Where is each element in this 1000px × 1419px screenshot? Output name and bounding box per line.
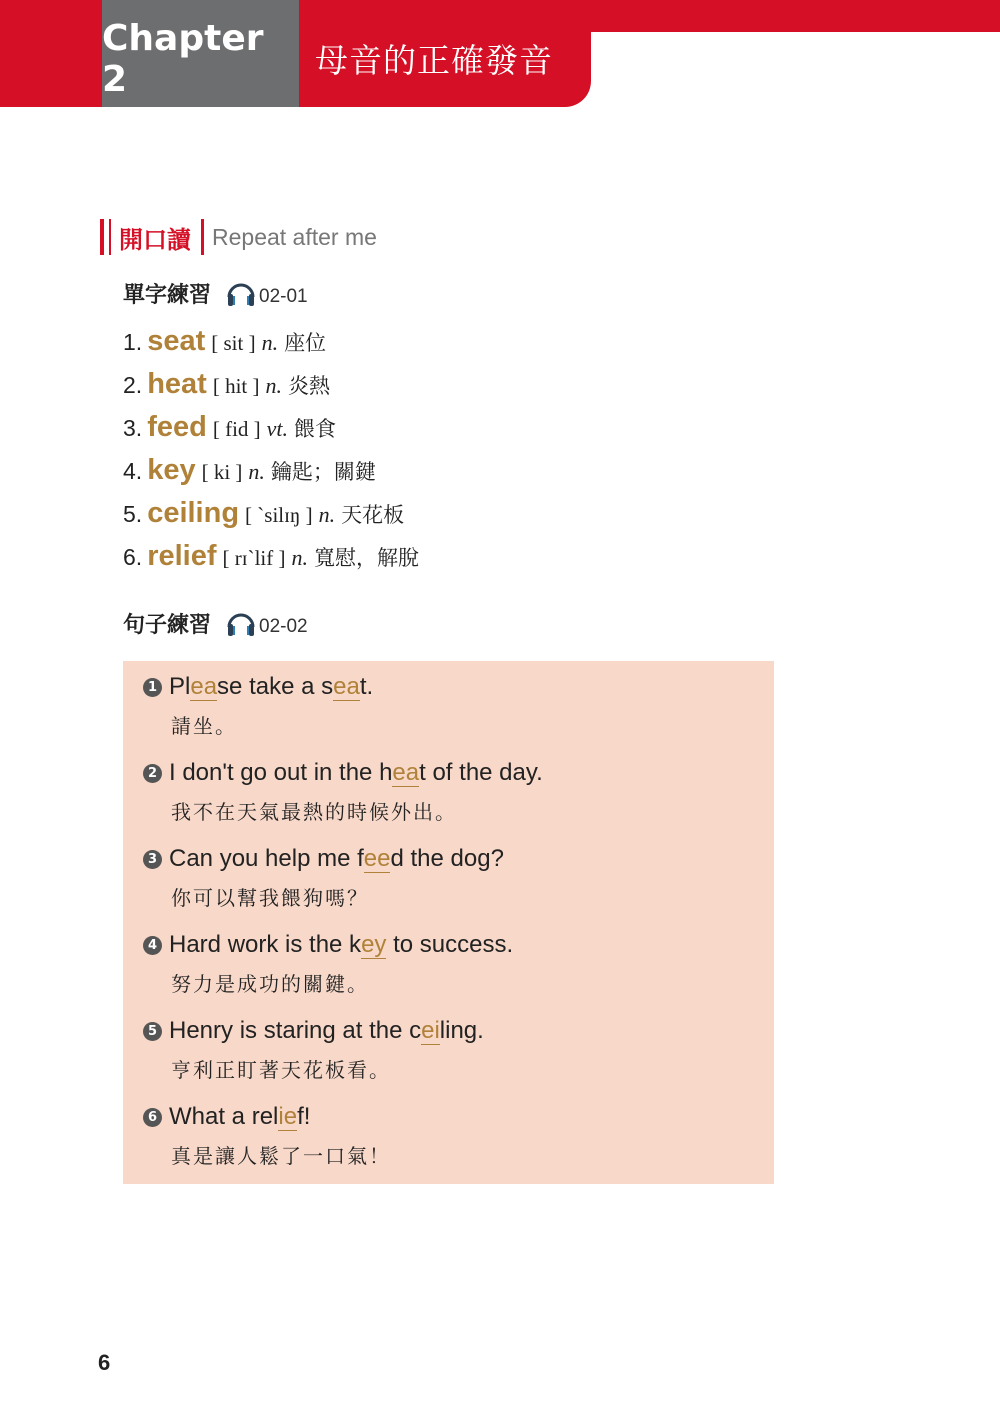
vowel-highlight: ie <box>278 1103 298 1130</box>
vocab-word: heat <box>147 368 207 400</box>
vocab-meaning: 天花板 <box>341 503 405 527</box>
headphones-icon[interactable] <box>225 277 257 309</box>
vowel-highlight: ey <box>361 931 387 958</box>
vocab-pos: n. <box>261 330 279 355</box>
sentence-fragment: Can you help me f <box>169 845 364 872</box>
sentence-text <box>169 759 543 787</box>
vocab-word: key <box>147 454 196 486</box>
sentence-english <box>143 1103 391 1131</box>
vocab-number: 3. <box>123 415 143 441</box>
vocab-item <box>123 454 419 497</box>
sentence-item <box>143 1017 484 1083</box>
sentence-number: 6 <box>143 1108 162 1127</box>
sentence-text <box>169 1103 310 1131</box>
sentence-translation: 亨利正盯著天花板看。 <box>171 1058 391 1082</box>
vocab-ipa: [ ˋsilɪŋ ] <box>245 503 313 527</box>
vowel-highlight: ei <box>421 1017 440 1044</box>
sentence-heading <box>123 607 308 639</box>
vocab-title: 單字練習 <box>123 283 212 308</box>
sentence-english <box>143 931 513 959</box>
section-heading <box>100 218 377 256</box>
vocab-meaning: 餵食 <box>294 417 337 441</box>
vocab-meaning: 寬慰，解脫 <box>314 546 419 570</box>
vocab-word: feed <box>147 411 207 443</box>
sentence-translation: 真是讓人鬆了一口氣！ <box>171 1144 391 1168</box>
sentence-english <box>143 759 543 787</box>
vocab-item <box>123 325 419 368</box>
vowel-highlight: ea <box>190 673 218 700</box>
sentence-fragment: se take a s <box>217 673 334 700</box>
sentence-number: 2 <box>143 764 162 783</box>
section-title-zh: 開口讀 <box>119 225 191 254</box>
vocab-pos: n. <box>318 502 336 527</box>
heading-bar <box>100 219 104 255</box>
vocab-item <box>123 497 419 540</box>
vowel-highlight: ee <box>363 845 391 872</box>
sentence-fragment: ling. <box>439 1017 484 1044</box>
sentence-item <box>143 931 513 997</box>
sentence-title: 句子練習 <box>123 613 212 638</box>
sentence-number: 5 <box>143 1022 162 1041</box>
vocab-word: seat <box>147 325 206 357</box>
sentence-translation: 我不在天氣最熱的時候外出。 <box>171 800 457 824</box>
vocab-meaning: 座位 <box>284 331 327 355</box>
vocab-list <box>123 325 419 583</box>
sentence-fragment: Henry is staring at the c <box>169 1017 422 1044</box>
vowel-highlight: ea <box>392 759 420 786</box>
sentence-fragment: Hard work is the k <box>169 931 362 958</box>
vocab-ipa: [ rɪˋlif ] <box>222 546 286 570</box>
vocab-meaning: 鑰匙；關鍵 <box>270 460 376 484</box>
vocab-ipa: [ hit ] <box>212 374 260 398</box>
section-title-en: Repeat after me <box>212 223 377 250</box>
vocab-number: 6. <box>123 544 143 570</box>
vocab-word: ceiling <box>147 497 240 529</box>
sentence-fragment: t. <box>359 673 374 700</box>
sentence-text <box>169 845 504 873</box>
sentence-translation: 請坐。 <box>171 714 237 738</box>
sentence-english <box>143 1017 484 1045</box>
vocab-ipa: [ ki ] <box>201 460 243 484</box>
sentence-fragment: I don't go out in the h <box>169 759 393 786</box>
header-left-block <box>0 0 102 107</box>
page-number: 6 <box>98 1350 111 1375</box>
heading-divider <box>201 219 204 255</box>
sentence-fragment: to success. <box>386 931 514 958</box>
vocab-ipa: [ fid ] <box>212 417 261 441</box>
vocab-number: 4. <box>123 458 143 484</box>
sentence-track: 02-02 <box>259 616 308 637</box>
chapter-title: 母音的正確發音 <box>299 0 591 107</box>
heading-bar <box>109 219 111 255</box>
sentence-translation: 你可以幫我餵狗嗎？ <box>171 886 369 910</box>
vocab-number: 5. <box>123 501 143 527</box>
sentence-english <box>143 845 504 873</box>
vocab-number: 1. <box>123 329 143 355</box>
chapter-label: Chapter 2 <box>102 0 299 107</box>
vocab-item <box>123 540 419 583</box>
vowel-highlight: ea <box>333 673 360 700</box>
sentence-fragment: What a rel <box>169 1103 279 1130</box>
sentence-text <box>169 673 373 701</box>
vocab-pos: n. <box>248 459 265 484</box>
sentence-item <box>143 759 543 825</box>
headphones-icon[interactable] <box>225 607 257 639</box>
sentence-item <box>143 845 504 911</box>
vocab-heading <box>123 277 308 309</box>
vocab-pos: n. <box>291 545 308 570</box>
sentence-fragment: f! <box>297 1103 311 1130</box>
sentence-english <box>143 673 373 701</box>
vocab-item <box>123 411 419 454</box>
vocab-word: relief <box>147 540 217 572</box>
sentence-translation: 努力是成功的關鍵。 <box>171 972 369 996</box>
sentence-box <box>123 661 774 1184</box>
sentence-text <box>169 1017 484 1045</box>
vocab-pos: vt. <box>266 416 289 441</box>
vocab-item <box>123 368 419 411</box>
sentence-fragment: t of the day. <box>419 759 543 786</box>
vocab-number: 2. <box>123 372 143 398</box>
vocab-meaning: 炎熱 <box>287 374 330 398</box>
sentence-fragment: Pl <box>169 673 191 700</box>
sentence-item <box>143 673 373 739</box>
vocab-ipa: [ sit ] <box>211 331 256 355</box>
sentence-item <box>143 1103 391 1169</box>
vocab-pos: n. <box>265 373 282 398</box>
sentence-text <box>169 931 513 959</box>
sentence-number: 3 <box>143 850 162 869</box>
sentence-fragment: d the dog? <box>390 845 504 872</box>
sentence-number: 1 <box>143 678 162 697</box>
sentence-number: 4 <box>143 936 162 955</box>
vocab-track: 02-01 <box>259 286 308 307</box>
